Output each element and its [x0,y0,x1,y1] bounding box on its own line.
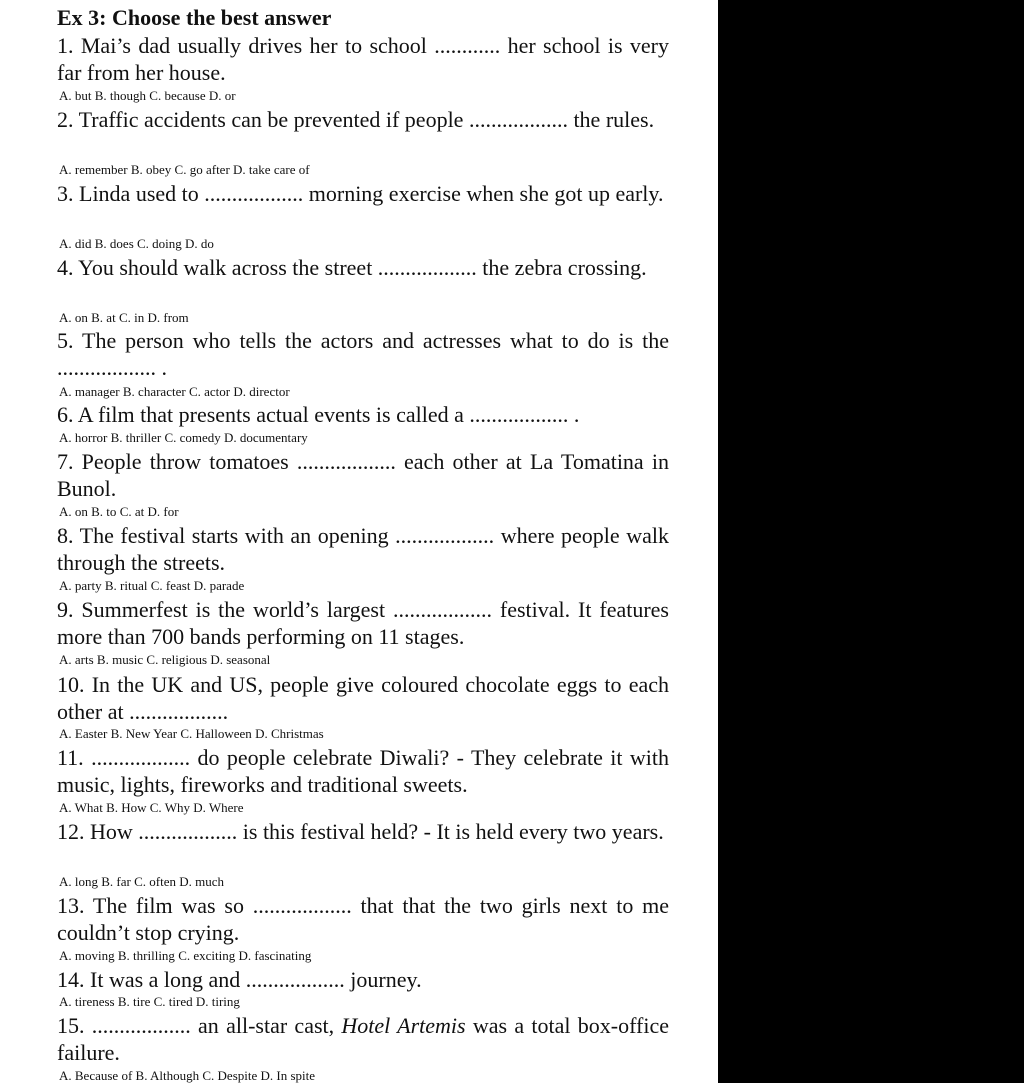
options-15 [59,1068,315,1083]
question-12: 12. How .................. is this festival held? - It is held every two years. [57,819,664,844]
option-d[interactable]: D. do [185,236,214,251]
options-10 [59,726,324,742]
option-c[interactable]: C. tired [153,994,193,1009]
option-b[interactable]: B. does [94,236,134,251]
option-b[interactable]: B. thriller [110,430,162,445]
option-b[interactable]: B. ritual [104,578,148,593]
option-b[interactable]: B. Although [135,1068,200,1083]
option-d[interactable]: D. director [233,384,290,399]
option-b[interactable]: B. How [106,800,147,815]
option-a[interactable]: A. on [59,504,88,519]
option-a[interactable]: A. Easter [59,726,108,741]
option-c[interactable]: C. Why [149,800,190,815]
option-b[interactable]: B. at [91,310,116,325]
option-a[interactable]: A. tireness [59,994,115,1009]
question-1: 1. Mai’s dad usually drives her to school ............ her school is very far from her house. [57,33,669,85]
option-c[interactable]: C. at [119,504,145,519]
option-b[interactable]: B. thrilling [117,948,175,963]
question-3: 3. Linda used to .................. morning exercise when she got up early. [57,181,664,206]
option-d[interactable]: D. or [208,88,236,103]
question-6: 6. A film that presents actual events is called a .................. . [57,402,580,427]
option-a[interactable]: A. Because of [59,1068,133,1083]
options-6 [59,430,308,446]
option-b[interactable]: B. to [91,504,117,519]
question-15-text-after: was a total box-office failure. [57,1013,669,1065]
option-b[interactable]: B. New Year [110,726,178,741]
options-9 [59,652,270,668]
option-d[interactable]: D. Christmas [255,726,324,741]
option-c[interactable]: C. Halloween [180,726,252,741]
option-c[interactable]: C. feast [150,578,191,593]
option-b[interactable]: B. though [94,88,147,103]
option-c[interactable]: C. go after [174,162,230,177]
option-a[interactable]: A. but [59,88,92,103]
option-a[interactable]: A. moving [59,948,115,963]
options-1 [59,88,236,104]
option-c[interactable]: C. comedy [164,430,221,445]
question-10: 10. In the UK and US, people give coloured chocolate eggs to each other at .................. [57,672,669,724]
option-d[interactable]: D. tiring [195,994,240,1009]
option-d[interactable]: D. parade [193,578,245,593]
option-b[interactable]: B. far [101,874,131,889]
question-13: 13. The film was so .................. that that the two girls next to me couldn’t stop crying. [57,893,669,945]
question-7: 7. People throw tomatoes .................. each other at La Tomatina in Bunol. [57,449,669,501]
option-a[interactable]: A. remember [59,162,128,177]
options-8 [59,578,244,594]
option-b[interactable]: B. tire [117,994,151,1009]
options-14 [59,994,240,1010]
option-a[interactable]: A. What [59,800,103,815]
option-c[interactable]: C. exciting [178,948,236,963]
option-c[interactable]: C. religious [146,652,208,667]
film-title: Hotel Artemis [341,1013,466,1038]
option-c[interactable]: C. actor [188,384,231,399]
option-d[interactable]: D. much [179,874,225,889]
options-2 [59,162,310,178]
question-14: 14. It was a long and .................. journey. [57,967,422,992]
question-15 [57,1012,669,1066]
question-2: 2. Traffic accidents can be prevented if people .................. the rules. [57,107,655,132]
options-5 [59,384,290,400]
option-c[interactable]: C. in [118,310,145,325]
options-13 [59,948,311,964]
option-d[interactable]: D. for [147,504,179,519]
question-4: 4. You should walk across the street .................. the zebra crossing. [57,255,647,280]
option-b[interactable]: B. obey [130,162,172,177]
option-d[interactable]: D. from [147,310,189,325]
option-a[interactable]: A. on [59,310,88,325]
option-c[interactable]: C. doing [137,236,182,251]
option-a[interactable]: A. manager [59,384,120,399]
option-d[interactable]: D. seasonal [210,652,271,667]
question-8: 8. The festival starts with an opening .................. where people walk through the streets. [57,523,669,575]
option-b[interactable]: B. character [122,384,186,399]
exercise-title: Ex 3: Choose the best answer [57,5,332,30]
options-12 [59,874,224,890]
option-a[interactable]: A. arts [59,652,94,667]
options-11 [59,800,244,816]
question-15-text-before: 15. .................. an all-star cast, [57,1013,342,1038]
question-11: 11. .................. do people celebrate Diwali? - They celebrate it with music, lights, fireworks and traditional sweets. [57,745,669,797]
options-4 [59,310,189,326]
option-b[interactable]: B. music [96,652,144,667]
options-7 [59,504,179,520]
option-d[interactable]: D. Where [193,800,244,815]
option-c[interactable]: C. Despite [202,1068,258,1083]
option-a[interactable]: A. did [59,236,92,251]
option-a[interactable]: A. long [59,874,98,889]
option-d[interactable]: D. fascinating [238,948,312,963]
question-5: 5. The person who tells the actors and actresses what to do is the .................. . [57,328,669,380]
option-a[interactable]: A. horror [59,430,108,445]
option-c[interactable]: C. because [149,88,206,103]
question-9: 9. Summerfest is the world’s largest .................. festival. It features more than 700 bands performing on 11 stages. [57,597,669,649]
option-d[interactable]: D. documentary [224,430,308,445]
options-3 [59,236,214,252]
option-a[interactable]: A. party [59,578,102,593]
option-c[interactable]: C. often [134,874,176,889]
option-d[interactable]: D. In spite [260,1068,316,1083]
option-d[interactable]: D. take care of [233,162,310,177]
